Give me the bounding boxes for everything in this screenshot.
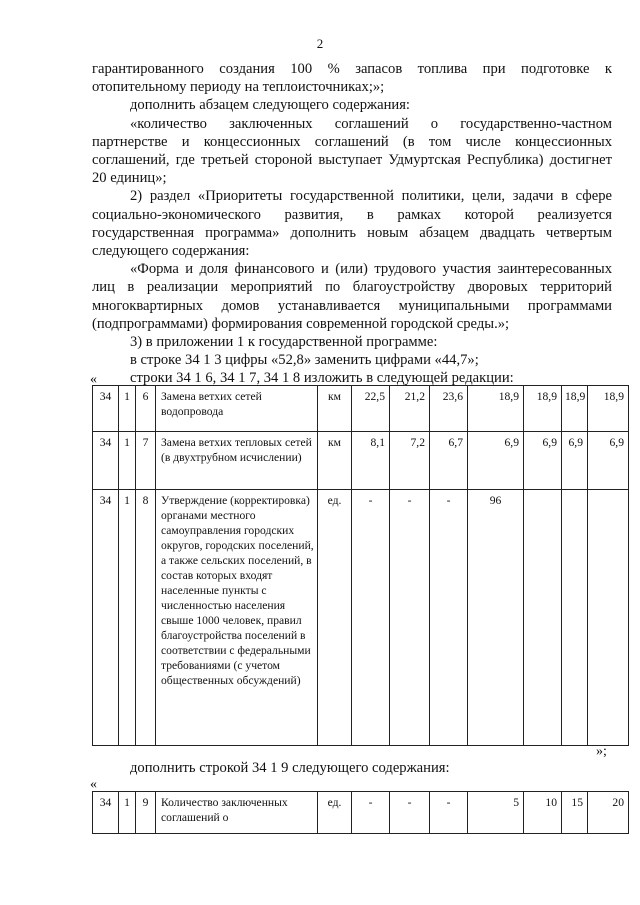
paragraph: гарантированного создания 100 % запасов топлива при подготовке к отопительному периоду на теплоисточниках;»; (92, 61, 612, 96)
value-cell: - (430, 792, 468, 834)
value-cell (562, 490, 588, 746)
quote-open-mark: « (90, 777, 97, 792)
table-row (93, 386, 629, 432)
paragraph: 2) раздел «Приоритеты государственной политики, цели, задачи в сфере социально-экономического развития, в рамках которой реализуется государственная программа» дополнить новым абзацем двадцать четвертым следующего содержания: (92, 188, 612, 260)
indicator-name-cell: Количество заключенных соглашений о (156, 792, 318, 834)
code-cell: 6 (136, 386, 156, 432)
indicators-table-addition (92, 791, 629, 834)
quote-open-mark: « (90, 372, 97, 387)
value-cell: 21,2 (390, 386, 430, 432)
value-cell: 10 (524, 792, 562, 834)
code-cell: 34 (93, 386, 119, 432)
value-cell: 6,7 (430, 432, 468, 490)
code-cell: 34 (93, 490, 119, 746)
code-cell: 1 (119, 792, 136, 834)
paragraph: в строке 34 1 3 цифры «52,8» заменить цифрами «44,7»; (130, 352, 479, 369)
paragraph: «количество заключенных соглашений о государственно-частном партнерстве и концессионных соглашений (в том числе концессионных соглашений, где третьей стороной выступает Удмуртская Республика) достигнет 20 единиц»; (92, 115, 612, 187)
unit-cell: км (318, 386, 352, 432)
paragraph: дополнить абзацем следующего содержания: (130, 97, 410, 114)
code-cell: 1 (119, 490, 136, 746)
value-cell: 15 (562, 792, 588, 834)
code-cell: 1 (119, 386, 136, 432)
value-cell: 22,5 (352, 386, 390, 432)
code-cell: 7 (136, 432, 156, 490)
value-cell: 7,2 (390, 432, 430, 490)
code-cell: 34 (93, 432, 119, 490)
indicator-name-cell: Замена ветхих сетей водопровода (156, 386, 318, 432)
code-cell: 34 (93, 792, 119, 834)
value-cell: - (430, 490, 468, 746)
value-cell: 18,9 (588, 386, 629, 432)
body-text (92, 60, 612, 388)
value-cell: 5 (468, 792, 524, 834)
table-row (93, 432, 629, 490)
page-number: 2 (316, 36, 324, 51)
quote-close-mark: »; (596, 744, 607, 759)
table-row (93, 490, 629, 746)
value-cell: - (352, 792, 390, 834)
value-cell: 96 (468, 490, 524, 746)
value-cell: 6,9 (588, 432, 629, 490)
paragraph: строки 34 1 6, 34 1 7, 34 1 8 изложить в следующей редакции: (130, 370, 514, 387)
value-cell (588, 490, 629, 746)
code-cell: 8 (136, 490, 156, 746)
paragraph: дополнить строкой 34 1 9 следующего содержания: (130, 760, 450, 776)
indicators-table (92, 385, 629, 746)
value-cell: - (352, 490, 390, 746)
code-cell: 1 (119, 432, 136, 490)
table-row (93, 792, 629, 834)
indicator-name-cell: Замена ветхих тепловых сетей (в двухтрубном исчислении) (156, 432, 318, 490)
paragraph: «Форма и доля финансового и (или) трудового участия заинтересованных лиц в реализации мероприятий по благоустройству дворовых территорий многоквартирных домов устанавливается муниципальными программами (подпрограммами) формирования современной городской среды.»; (92, 261, 612, 332)
paragraph: 3) в приложении 1 к государственной программе: (130, 334, 438, 351)
value-cell: 18,9 (468, 386, 524, 432)
code-cell: 9 (136, 792, 156, 834)
value-cell (524, 490, 562, 746)
value-cell: 8,1 (352, 432, 390, 490)
unit-cell: ед. (318, 490, 352, 746)
value-cell: 6,9 (468, 432, 524, 490)
indicator-name-cell: Утверждение (корректировка) органами местного самоуправления городских округов, городских поселений, а также сельских поселений, в состав которых входят населенные пункты с численностью населения свыше 1000 человек, правил благоустройства поселений в соответствии с федеральными требованиями (с учетом общественных обсуждений) (156, 490, 318, 746)
value-cell: - (390, 490, 430, 746)
unit-cell: ед. (318, 792, 352, 834)
value-cell: - (390, 792, 430, 834)
value-cell: 6,9 (562, 432, 588, 490)
value-cell: 18,9 (562, 386, 588, 432)
value-cell: 6,9 (524, 432, 562, 490)
value-cell: 20 (588, 792, 629, 834)
value-cell: 23,6 (430, 386, 468, 432)
unit-cell: км (318, 432, 352, 490)
value-cell: 18,9 (524, 386, 562, 432)
